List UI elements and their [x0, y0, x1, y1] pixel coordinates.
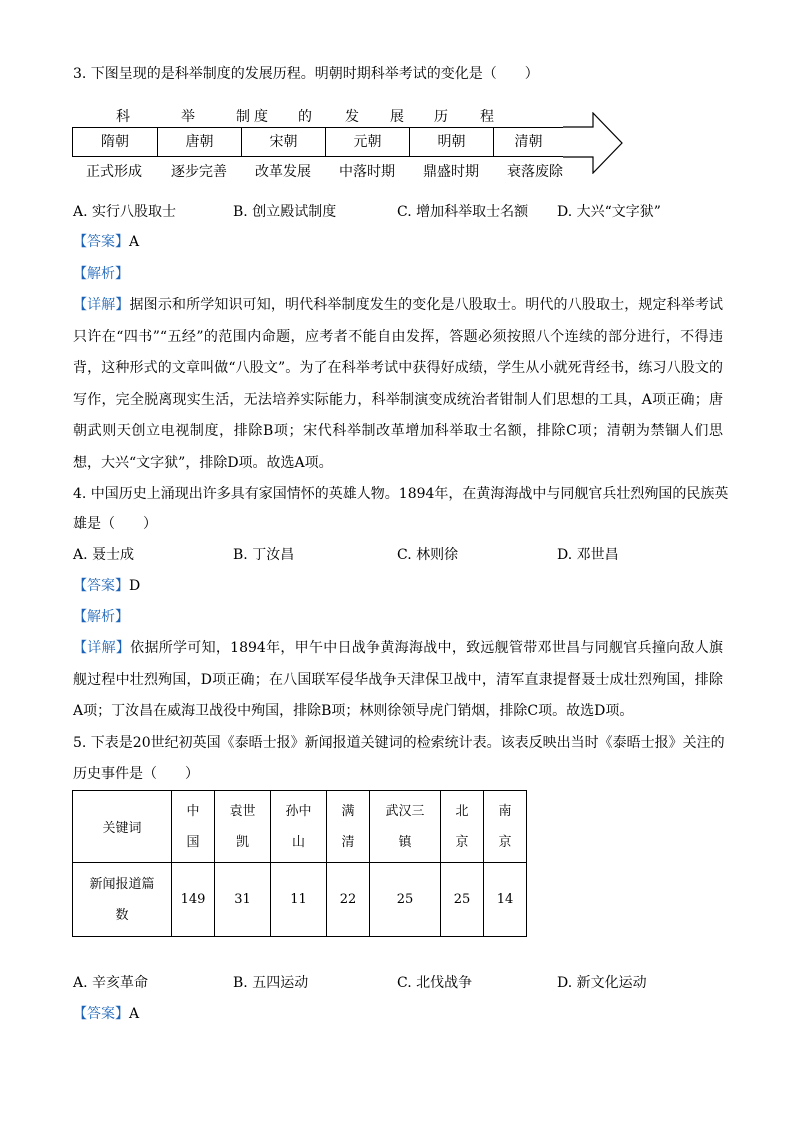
q3-option-b: B. 创立殿试制度	[233, 204, 337, 220]
table-cell	[172, 791, 215, 863]
timeline-title-char: 程	[480, 109, 494, 125]
q5-answer	[73, 1004, 139, 1024]
q3-detail	[73, 290, 723, 480]
timeline-dynasty: 元朝	[325, 127, 409, 157]
q3-stem: 3. 下图呈现的是科举制度的发展历程。明朝时期科举考试的变化是（ ）	[73, 66, 539, 82]
timeline-dynasty: 明朝	[409, 127, 493, 157]
table-cell: 14	[484, 863, 527, 937]
detail-text: 依据所学可知，1894年，甲午中日战争黄海海战中，致远舰管带邓世昌与同舰官兵撞向敌人旗舰过程中壮烈殉国，D项正确；在八国联军侵华战争天津保卫战中，清军直隶提督聂士成壮烈殉国，排除A项；丁汝昌在威海卫战役中殉国，排除B项；林则徐领导虎门销烟，排除C项。故选D项。	[73, 640, 723, 720]
q5-option-b: B. 五四运动	[233, 975, 309, 991]
q5-option-c: C. 北伐战争	[397, 975, 473, 991]
q4-detail	[73, 633, 723, 728]
answer-tag: 【答案】	[73, 578, 129, 594]
table-cell	[484, 791, 527, 863]
q5-option-d: D. 新文化运动	[557, 975, 647, 991]
answer-value: A	[129, 234, 140, 250]
q5-stem-line2: 历史事件是（ ）	[73, 766, 199, 782]
q4-option-d: D. 邓世昌	[557, 547, 619, 563]
answer-value: A	[129, 1006, 140, 1022]
keyword: 袁世凯	[229, 803, 256, 850]
timeline-title-char: 的	[298, 109, 312, 125]
timeline-title-char: 举	[181, 109, 195, 125]
table-cell	[370, 791, 441, 863]
q3-option-d: D. 大兴“文字狱”	[557, 204, 661, 220]
answer-tag: 【答案】	[73, 234, 129, 250]
keyword: 南京	[498, 803, 512, 850]
table-cell: 25	[441, 863, 484, 937]
table-cell	[271, 791, 327, 863]
timeline-stage: 衰落废除	[507, 164, 563, 180]
keyword: 中国	[186, 803, 200, 850]
table-cell: 11	[271, 863, 327, 937]
q4-answer	[73, 576, 140, 596]
timeline-title-char: 科	[116, 109, 130, 125]
table-cell	[327, 791, 370, 863]
q4-stem-line2: 雄是（ ）	[73, 516, 157, 532]
table-cell: 31	[215, 863, 271, 937]
q5-option-a: A. 辛亥革命	[73, 975, 149, 991]
keyword: 北京	[455, 803, 469, 850]
timeline-stage: 正式形成	[86, 164, 142, 180]
q3-analysis-tag: 【解析】	[73, 266, 129, 282]
timeline-stage: 改革发展	[255, 164, 311, 180]
table-cell: 149	[172, 863, 215, 937]
q4-stem-line1: 4. 中国历史上涌现出许多具有家国情怀的英雄人物。1894年，在黄海海战中与同舰官兵壮烈殉国的民族英	[73, 486, 729, 502]
timeline-stage: 逐步完善	[171, 164, 227, 180]
table-cell	[215, 791, 271, 863]
row-label: 新闻报道篇数	[89, 876, 155, 923]
q4-option-b: B. 丁汝昌	[233, 547, 295, 563]
answer-value: D	[129, 578, 141, 594]
table-row	[73, 791, 527, 863]
timeline-dynasty: 宋朝	[241, 127, 325, 157]
table-cell	[441, 791, 484, 863]
detail-tag: 【详解】	[73, 297, 130, 313]
timeline-stage: 鼎盛时期	[423, 164, 479, 180]
q4-analysis-tag: 【解析】	[73, 609, 129, 625]
q4-option-c: C. 林则徐	[397, 547, 459, 563]
timeline-title-char: 度	[254, 109, 268, 125]
q3-option-a: A. 实行八股取士	[73, 204, 177, 220]
q5-stem-line1: 5. 下表是20世纪初英国《泰晤士报》新闻报道关键词的检索统计表。该表反映出当时《泰晤士报》关注的	[73, 735, 725, 751]
timeline-title-char: 发	[345, 109, 359, 125]
timeline-title-char: 历	[434, 109, 448, 125]
q3-answer	[73, 232, 139, 252]
keyword: 满清	[341, 803, 355, 850]
table-cell: 25	[370, 863, 441, 937]
timeline-title-char: 制	[236, 109, 250, 125]
timeline-stage: 中落时期	[339, 164, 395, 180]
table-cell: 22	[327, 863, 370, 937]
timeline-dynasty: 隋朝	[72, 127, 157, 157]
q3-option-c: C. 增加科举取士名额	[397, 204, 529, 220]
keyword-stats-table	[72, 790, 527, 937]
answer-tag: 【答案】	[73, 1006, 129, 1022]
detail-tag: 【详解】	[73, 640, 131, 656]
keyword: 武汉三镇	[385, 803, 425, 850]
q4-option-a: A. 聂士成	[73, 547, 135, 563]
timeline-dynasty: 清朝	[493, 127, 563, 157]
table-row	[73, 863, 527, 937]
detail-text: 据图示和所学知识可知，明代科举制度发生的变化是八股取士。明代的八股取士，规定科举考试只许在“四书”“五经”的范围内命题，应考者不能自由发挥，答题必须按照八个连续的部分进行，不得违背，这种形式的文章叫做“八股文”。为了在科举考试中获得好成绩，学生从小就死背经书，练习八股文的写作，完全脱离现实生活，无法培养实际能力，科举制演变成统治者钳制人们思想的工具，A项正确；唐朝武则天创立电视制度，排除B项；宋代科举制改革增加科举取士名额，排除C项；清朝为禁锢人们思想，大兴“文字狱”，排除D项。故选A项。	[73, 297, 724, 471]
timeline-dynasty: 唐朝	[157, 127, 241, 157]
timeline-title-char: 展	[390, 109, 404, 125]
keyword: 孙中山	[285, 803, 312, 850]
table-cell	[73, 863, 172, 937]
table-cell: 关键词	[73, 791, 172, 863]
